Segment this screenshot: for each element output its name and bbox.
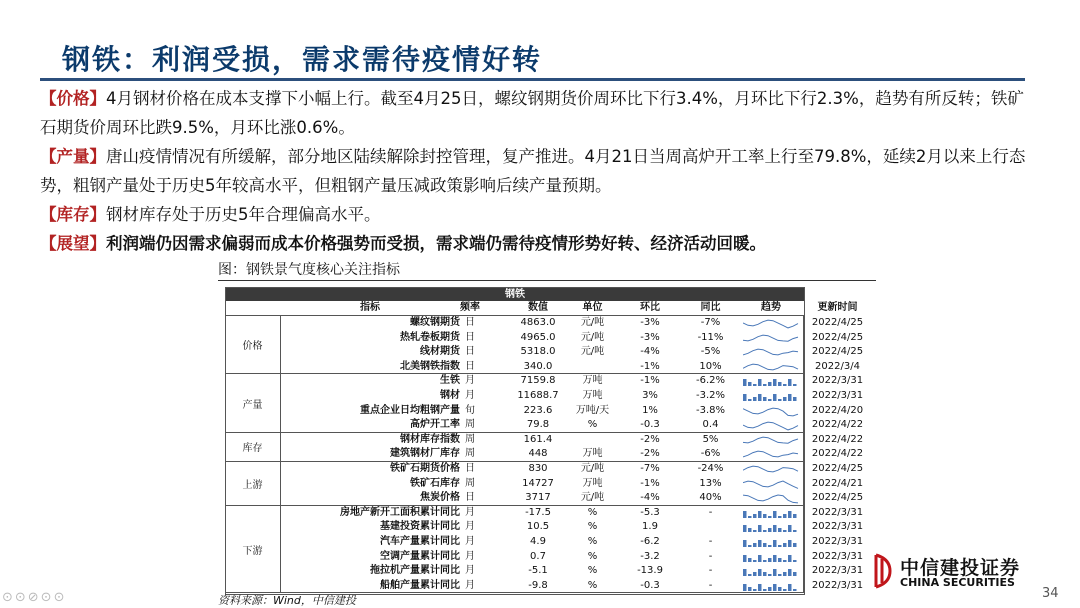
cell-date: 2022/4/25 [811, 331, 864, 343]
cell-value: 0.7 [530, 550, 546, 562]
sparkline-icon [743, 362, 799, 373]
cell-indicator: 钢材 [440, 390, 460, 401]
table-vline [280, 315, 281, 593]
cell-value: 223.6 [523, 404, 553, 416]
cell-indicator: 船舶产量累计同比 [380, 579, 460, 591]
sparkline-icon [743, 406, 799, 417]
table-row [225, 550, 870, 565]
cell-indicator: 铁矿石库存 [410, 477, 460, 489]
cell-value: -17.5 [525, 506, 551, 518]
cell-date: 2022/4/22 [811, 448, 864, 460]
cell-yoy: -5% [700, 346, 721, 358]
cell-value: 4.9 [530, 536, 546, 547]
header-mom: 环比 [640, 302, 660, 313]
cell-date: 2022/3/31 [811, 579, 864, 591]
table-row [225, 477, 870, 492]
cell-date: 2022/4/25 [811, 346, 864, 358]
cell-mom: 1% [642, 404, 658, 416]
cell-unit: % [587, 579, 598, 591]
cell-mom: -3.2 [640, 550, 660, 562]
cell-value: 830 [528, 463, 548, 474]
cell-value: 161.4 [523, 433, 553, 445]
paragraph-outlook [40, 229, 1030, 258]
cell-value: 7159.8 [520, 375, 556, 387]
cell-value: 340.0 [523, 360, 553, 372]
table-row [225, 418, 870, 433]
table-row [225, 506, 870, 521]
cell-date: 2022/3/31 [811, 565, 864, 577]
cell-date: 2022/3/31 [811, 390, 864, 401]
cell-date: 2022/4/25 [811, 317, 864, 328]
figure-caption: 图：钢铁景气度核心关注指标 [218, 262, 400, 278]
group-label: 价格 [225, 316, 280, 374]
company-logo [872, 551, 1032, 591]
cell-unit: % [587, 536, 598, 547]
table-row [225, 345, 870, 360]
cell-freq: 日 [465, 331, 475, 343]
cell-indicator: 焦炭价格 [420, 492, 460, 504]
cell-value: 448 [528, 448, 548, 460]
cell-mom: -7% [640, 463, 660, 474]
source-note: 资料来源：Wind，中信建投 [218, 594, 356, 607]
cell-indicator: 热轧卷板期货 [400, 331, 460, 343]
cell-mom: -0.3 [640, 419, 660, 431]
cell-indicator: 拖拉机产量累计同比 [370, 565, 460, 577]
sparkline-icon [743, 493, 799, 504]
table-row [225, 564, 870, 579]
cell-mom: -1% [640, 477, 660, 489]
cell-indicator: 房地产新开工面积累计同比 [340, 506, 460, 518]
title-rule [40, 78, 1025, 81]
cell-unit: 万吨 [582, 448, 603, 460]
cell-freq: 日 [465, 346, 475, 358]
cell-freq: 月 [465, 579, 475, 591]
table-title: 钢铁 [226, 288, 804, 301]
cell-value: 3717 [525, 492, 551, 504]
sparkline-icon [743, 420, 799, 431]
sparkline-icon [743, 581, 799, 592]
table-row [225, 316, 870, 331]
cell-freq: 月 [465, 550, 475, 562]
cell-date: 2022/3/31 [811, 550, 864, 562]
sparkline-icon [743, 318, 799, 329]
cell-value: 79.8 [526, 419, 550, 431]
cell-freq: 日 [465, 360, 475, 372]
cell-mom: -1% [640, 375, 660, 387]
cell-yoy: 40% [699, 492, 722, 504]
header-indicator: 指标 [360, 302, 380, 313]
header-yoy: 同比 [700, 302, 721, 313]
sparkline-icon [743, 537, 799, 548]
cell-yoy: 10% [699, 360, 722, 372]
table-row [225, 374, 870, 389]
sparkline-icon [743, 566, 799, 577]
header-trend: 趋势 [761, 302, 781, 313]
cell-yoy: -3.2% [695, 390, 725, 401]
table-row [225, 491, 870, 506]
cell-freq: 旬 [465, 404, 475, 416]
cell-yoy: -6% [700, 448, 721, 460]
cell-date: 2022/4/25 [811, 492, 864, 504]
table-row [225, 331, 870, 346]
sparkline-icon [743, 333, 799, 344]
cell-freq: 月 [465, 506, 475, 518]
body-text [40, 84, 1030, 258]
cell-yoy: -24% [697, 463, 724, 474]
cell-mom: -1% [640, 360, 660, 372]
cell-indicator: 北美钢铁指数 [400, 360, 460, 372]
cell-indicator: 生铁 [440, 375, 460, 387]
cell-mom: -4% [640, 492, 660, 504]
table-row [225, 360, 870, 375]
cell-freq: 月 [465, 390, 475, 401]
cell-indicator: 重点企业日均粗钢产量 [360, 404, 460, 416]
paragraph-inventory [40, 200, 1030, 229]
cell-unit: 元/吨 [580, 346, 605, 358]
cell-date: 2022/3/31 [811, 521, 864, 533]
cell-value: 14727 [522, 477, 554, 489]
cell-yoy: -6.2% [695, 375, 725, 387]
cell-indicator: 钢材库存指数 [400, 433, 460, 445]
cell-yoy: 0.4 [702, 419, 719, 431]
cell-mom: -3% [640, 331, 660, 343]
cell-freq: 月 [465, 375, 475, 387]
table-row [225, 433, 870, 448]
text-inventory: 钢材库存处于历史5年合理偏高水平。 [106, 205, 381, 224]
group-label: 下游 [225, 506, 280, 594]
sparkline-icon [743, 508, 799, 519]
cell-unit: 万吨/天 [575, 404, 610, 416]
cell-unit: 万吨 [582, 375, 603, 387]
table-row [225, 389, 870, 404]
tag-inventory: 【库存】 [40, 205, 106, 224]
text-output: 唐山疫情情况有所缓解，部分地区陆续解除封控管理，复产推进。4月21日当周高炉开工率上行至79.8%，延续2月以来上行态势，粗钢产量处于历史5年较高水平，但粗钢产量压减政策影响后续产量预期。 [40, 147, 1026, 195]
cell-unit: 万吨 [582, 477, 603, 489]
cell-value: -9.8 [528, 579, 548, 591]
table-vline [803, 315, 804, 593]
cell-date: 2022/3/31 [811, 375, 864, 387]
cell-yoy: -3.8% [695, 404, 725, 416]
cell-freq: 周 [465, 433, 475, 445]
figure-rule [218, 280, 876, 281]
cell-freq: 周 [465, 448, 475, 460]
cell-mom: -2% [640, 433, 660, 445]
table-row [225, 447, 870, 462]
cell-unit: 元/吨 [580, 492, 605, 504]
page-number: 34 [1042, 586, 1059, 601]
cell-value: 11688.7 [517, 390, 559, 401]
text-price: 4月钢材价格在成本支撑下小幅上行。截至4月25日，螺纹钢期货价周环比下行3.4%，月环比下行2.3%，趋势有所反转；铁矿石期货价周环比跌9.5%，月环比涨0.6%。 [40, 89, 1024, 137]
paragraph-price [40, 84, 1030, 142]
header-freq: 频率 [460, 302, 480, 313]
cell-mom: -2% [640, 448, 660, 460]
sparkline-icon [743, 479, 799, 490]
cell-yoy: - [708, 536, 713, 547]
cell-yoy: -7% [700, 317, 721, 328]
trend-cell [741, 579, 801, 598]
cell-unit: % [587, 565, 598, 577]
cell-date: 2022/3/31 [811, 506, 864, 518]
cell-unit: 元/吨 [580, 317, 605, 328]
sparkline-icon [743, 464, 799, 475]
cell-mom: -4% [640, 346, 660, 358]
paragraph-output [40, 142, 1030, 200]
cell-indicator: 汽车产量累计同比 [380, 536, 460, 547]
tag-price: 【价格】 [40, 89, 106, 108]
cell-yoy: - [708, 579, 713, 591]
cell-date: 2022/4/25 [811, 463, 864, 474]
tag-outlook: 【展望】 [40, 234, 106, 253]
cell-yoy: 13% [699, 477, 722, 489]
cell-mom: -5.3 [640, 506, 660, 518]
sparkline-icon [743, 391, 799, 402]
logo-cn-text: 中信建投证券 [900, 557, 1021, 579]
table-header [225, 301, 870, 315]
cell-value: -5.1 [528, 565, 548, 577]
cell-value: 4965.0 [520, 331, 556, 343]
sparkline-icon [743, 376, 799, 387]
cell-yoy: - [708, 565, 713, 577]
cell-freq: 周 [465, 477, 475, 489]
table-row [225, 404, 870, 419]
cell-yoy: 5% [702, 433, 719, 445]
cell-unit: % [587, 550, 598, 562]
cell-mom: -6.2 [640, 536, 660, 547]
cell-indicator: 线材期货 [420, 346, 460, 358]
cell-value: 4863.0 [520, 317, 556, 328]
cell-freq: 周 [465, 419, 475, 431]
cell-mom: -0.3 [640, 579, 660, 591]
cell-date: 2022/4/20 [811, 404, 864, 416]
header-unit: 单位 [582, 302, 603, 313]
cell-indicator: 建筑钢材厂库存 [390, 448, 460, 460]
cell-yoy: - [708, 550, 713, 562]
cell-unit: % [587, 506, 598, 518]
group-label: 上游 [225, 462, 280, 506]
cell-mom: 1.9 [642, 521, 658, 533]
logo-mark-icon [872, 553, 894, 589]
sparkline-icon [743, 435, 799, 446]
cell-date: 2022/3/4 [815, 360, 860, 372]
header-value: 数值 [528, 302, 548, 313]
sparkline-icon [743, 347, 799, 358]
table-row [225, 462, 870, 477]
cell-yoy: - [708, 506, 713, 518]
cell-date: 2022/3/31 [811, 536, 864, 547]
cell-freq: 日 [465, 317, 475, 328]
tag-output: 【产量】 [40, 147, 106, 166]
cell-freq: 月 [465, 565, 475, 577]
sparkline-icon [743, 449, 799, 460]
cell-indicator: 空调产量累计同比 [380, 550, 460, 562]
cell-unit: 万吨 [582, 390, 603, 401]
cell-indicator: 螺纹钢期货 [410, 317, 460, 328]
cell-freq: 日 [465, 492, 475, 504]
sparkline-icon [743, 552, 799, 563]
cell-date: 2022/4/21 [811, 477, 864, 489]
cell-unit: % [587, 521, 598, 533]
cell-mom: 3% [642, 390, 658, 401]
cell-freq: 月 [465, 536, 475, 547]
group-label: 产量 [225, 374, 280, 432]
text-outlook: 利润端仍因需求偏弱而成本价格强势而受损，需求端仍需待疫情形势好转、经济活动回暖。 [106, 234, 766, 253]
cell-unit: % [587, 419, 598, 431]
cell-indicator: 基建投资累计同比 [380, 521, 460, 533]
table-row [225, 520, 870, 535]
cell-value: 10.5 [526, 521, 550, 533]
logo-en-text: CHINA SECURITIES [900, 576, 1015, 589]
cell-indicator: 高炉开工率 [410, 419, 460, 431]
header-divider [225, 315, 803, 316]
cell-indicator: 铁矿石期货价格 [390, 463, 460, 474]
header-date: 更新时间 [817, 302, 858, 313]
cell-date: 2022/4/22 [811, 419, 864, 431]
cell-unit: 元/吨 [580, 331, 605, 343]
cell-unit: 元/吨 [580, 463, 605, 474]
cell-date: 2022/4/22 [811, 433, 864, 445]
slide-controls[interactable]: ⊙⊙⊘⊙⊙ [2, 590, 67, 605]
cell-mom: -3% [640, 317, 660, 328]
cell-freq: 月 [465, 521, 475, 533]
cell-yoy: -11% [697, 331, 724, 343]
cell-value: 5318.0 [520, 346, 556, 358]
sparkline-icon [743, 522, 799, 533]
cell-mom: -13.9 [637, 565, 663, 577]
page-title: 钢铁：利润受损，需求需待疫情好转 [62, 43, 543, 76]
table-row [225, 535, 870, 550]
group-label: 库存 [225, 433, 280, 462]
cell-freq: 日 [465, 463, 475, 474]
